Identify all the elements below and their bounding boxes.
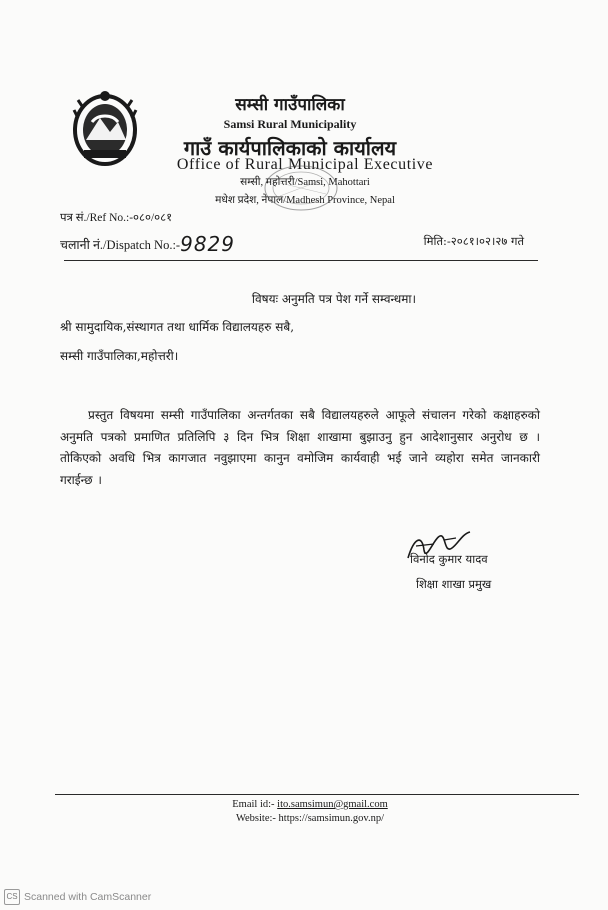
letter-date: मिति:-२०८१।०२।२७ गते (423, 234, 524, 248)
footer-website (0, 813, 608, 824)
signatory-title: शिक्षा शाखा प्रमुख (416, 577, 492, 591)
ref-label: पत्र सं./Ref No.:- (60, 212, 134, 224)
signatory-name: विनोद कुमार यादव (410, 552, 488, 566)
camscanner-logo-icon: CS (4, 889, 20, 905)
email-link[interactable]: ito.samsimun@gmail.com (277, 799, 388, 810)
header-divider (64, 260, 538, 261)
letter-body: प्रस्तुत विषयमा सम्सी गाउँपालिका अन्तर्गतका सबै विद्यालयहरुले आफूले संचालन गरेको कक्षाहरुको अनुमति पत्रको प्रमाणित प्रतिलिपि ३ दिन भित्र शिक्षा शाखामा बुझाउनु हुन आदेशानुसार अनुरोध छ । तोकिएको अवधि भित्र कागजात नवुझाएमा कानुन वमोजिम कार्यवाही भई जाने व्यहोरा समेत जानकारी गराईन्छ । (60, 408, 540, 487)
website-link[interactable]: https://samsimun.gov.np/ (278, 813, 385, 824)
scanner-watermark (4, 889, 151, 905)
recipient-line-1: श्री सामुदायिक,संस्थागत तथा धार्मिक विद्यालयहरु सबै, (60, 320, 295, 334)
watermark-text: Scanned with CamScanner (24, 891, 152, 903)
email-label: Email id:- (232, 799, 278, 810)
ref-value: ०८०/०८१ (133, 212, 173, 224)
dispatch-label: चलानी नं./Dispatch No.:- (60, 238, 181, 252)
address-line-1: सम्सी, महोत्तरी/Samsi, Mahottari (240, 177, 370, 188)
letter-subject: विषयः अनुमति पत्र पेश गर्ने सम्वन्धमा। (251, 292, 417, 306)
dispatch-value: 9829 (180, 232, 235, 256)
footer-divider (55, 794, 579, 795)
dispatch-number (60, 232, 235, 256)
municipality-name-en: Samsi Rural Municipality (223, 117, 357, 131)
municipality-name-np: सम्सी गाउँपालिका (235, 95, 345, 115)
recipient-line-2: सम्सी गाउँपालिका,महोत्तरी। (60, 349, 179, 363)
office-name-en: Office of Rural Municipal Executive (176, 156, 434, 173)
footer-email (0, 799, 608, 810)
address-line-2: मधेश प्रदेश, नेपाल/Madhesh Province, Nepal (215, 195, 395, 206)
office-stamp-icon (246, 158, 356, 218)
reference-number (60, 210, 172, 225)
office-name-np: गाउँ कार्यपालिकाको कार्यालय (183, 136, 397, 160)
website-label: Website:- (235, 813, 279, 824)
